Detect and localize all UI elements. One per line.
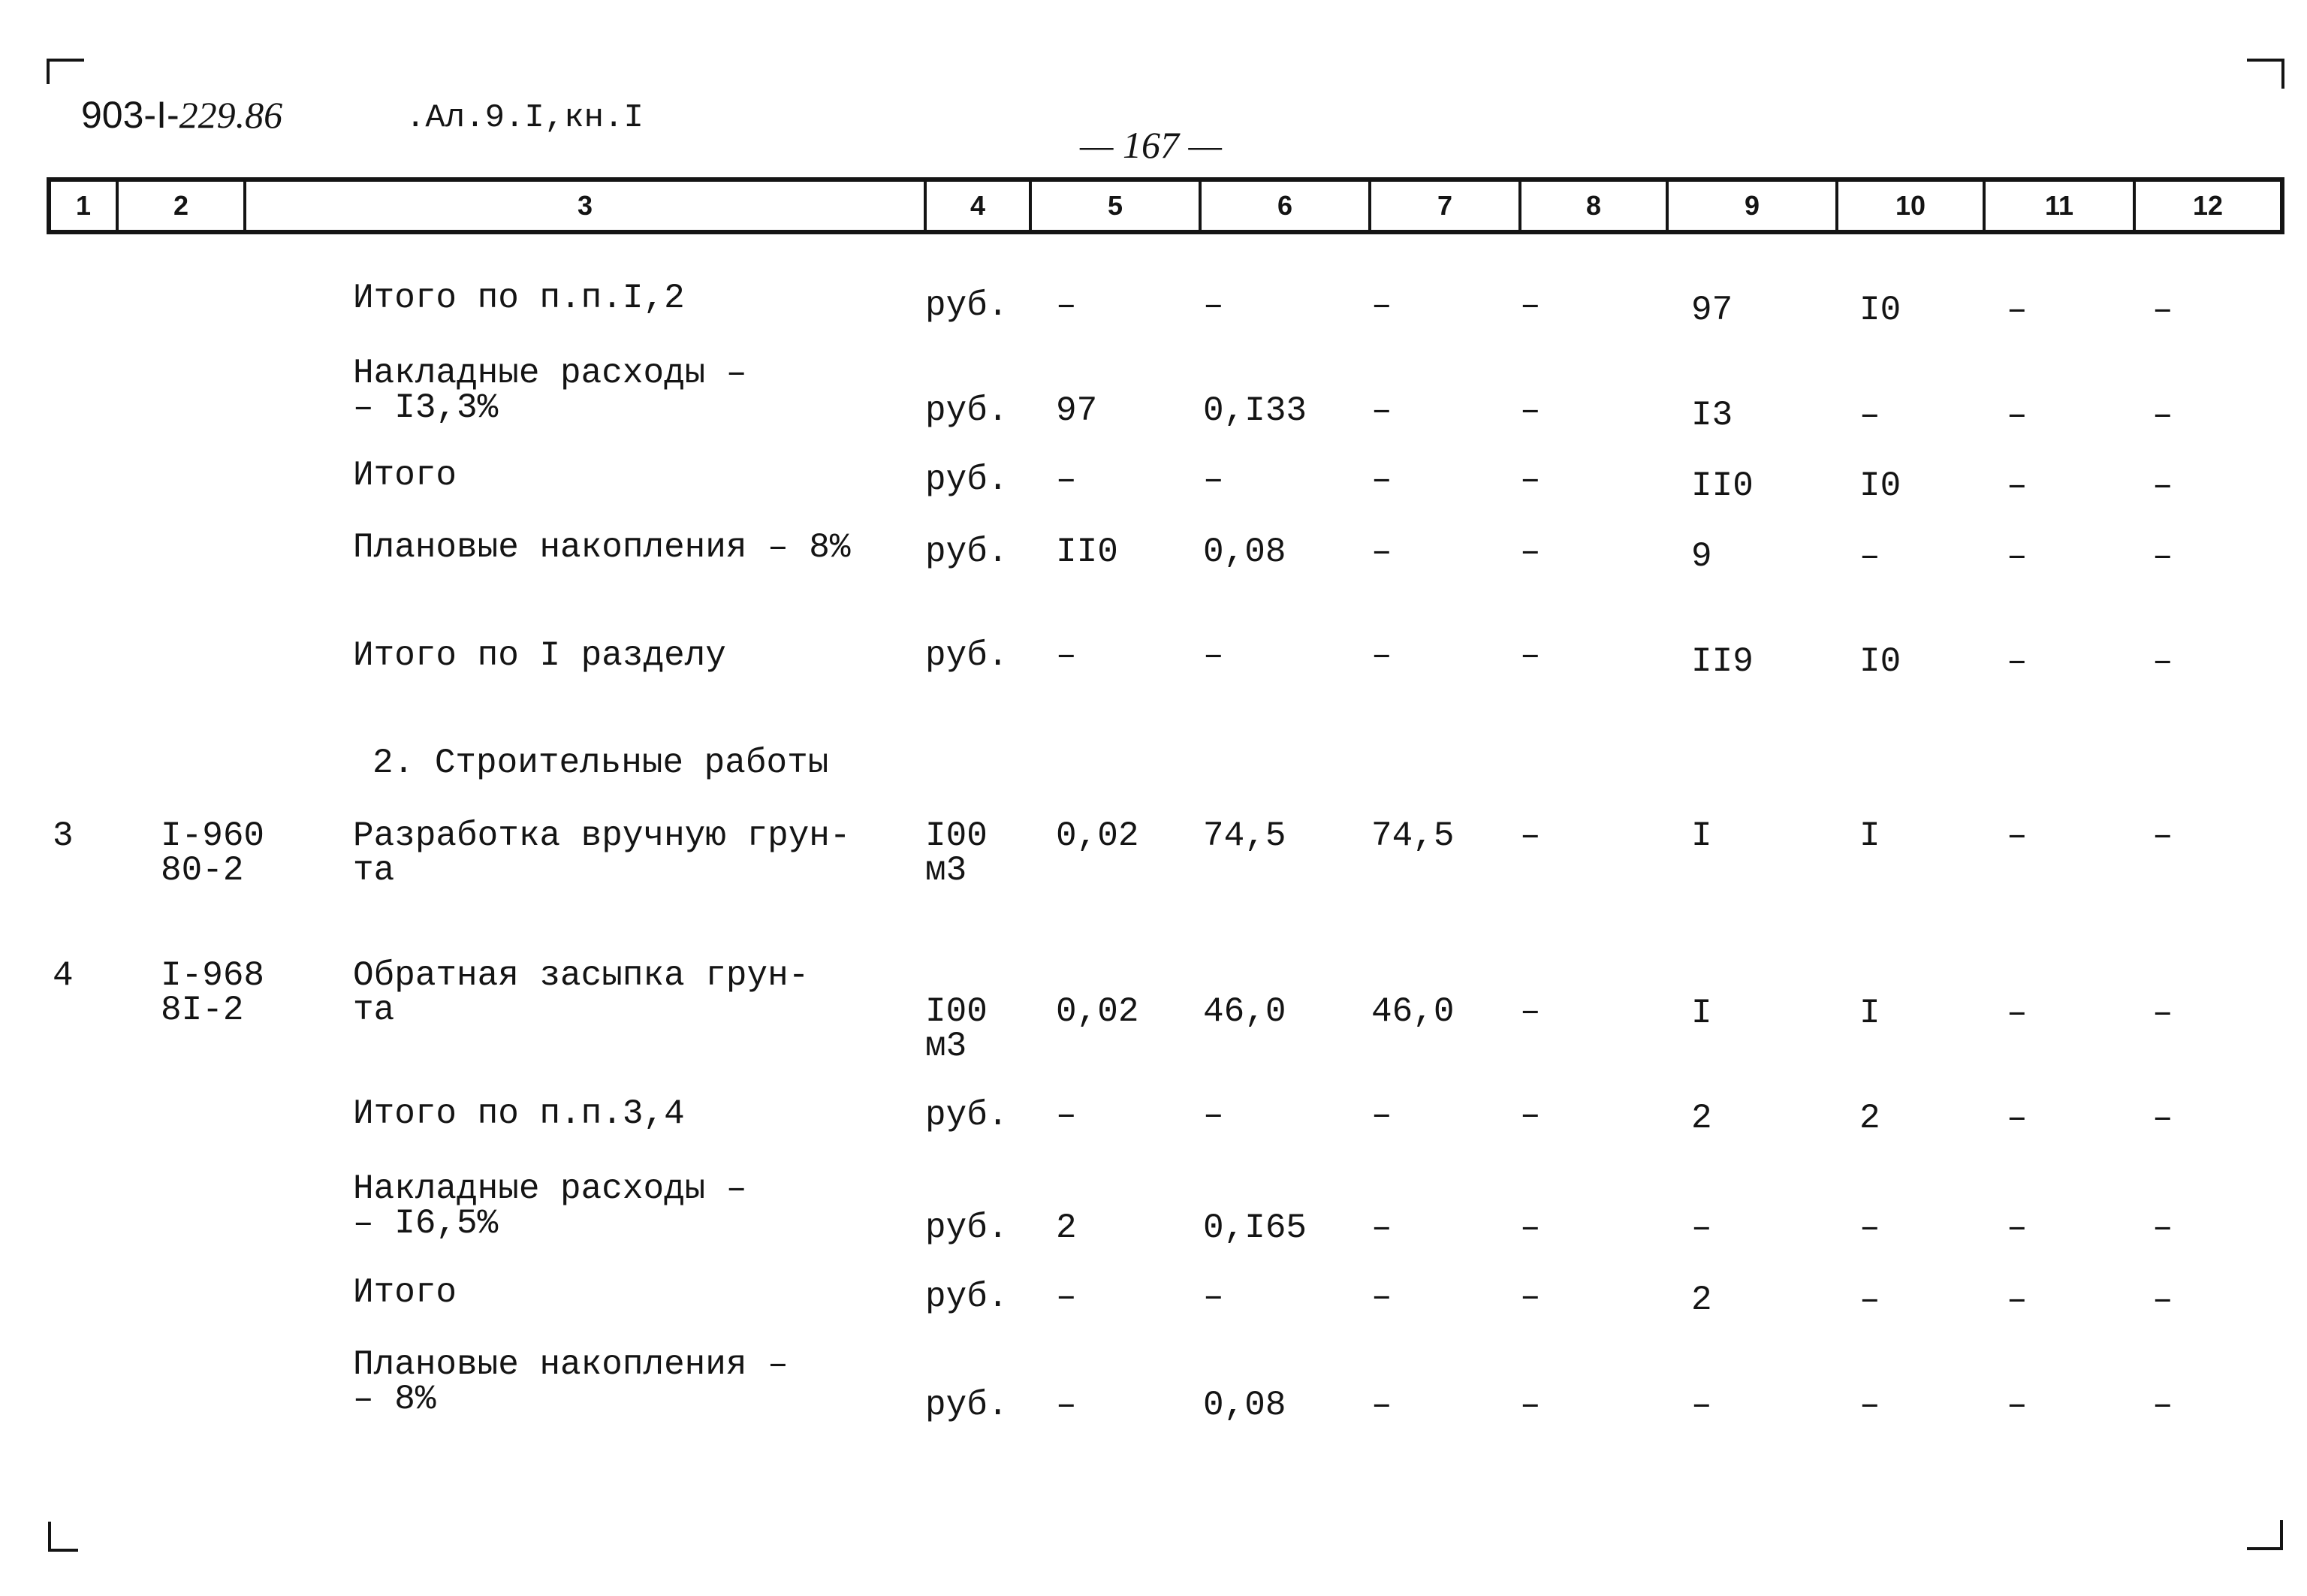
row-col6: 0,08	[1203, 533, 1286, 572]
column-number: 2	[119, 182, 246, 230]
row-col12: –	[2152, 1386, 2173, 1425]
row-col12: –	[2152, 466, 2173, 505]
row-col5: –	[1056, 1386, 1077, 1425]
row-col10: I0	[1859, 642, 1901, 681]
row-col8: –	[1520, 391, 1541, 430]
row-col10: I	[1859, 994, 1880, 1033]
row-col11: –	[2007, 537, 2028, 576]
row-unit: руб.	[925, 533, 1009, 572]
row-col11: –	[2007, 1208, 2028, 1248]
row-unit: руб.	[925, 636, 1009, 675]
row-col12: –	[2152, 396, 2173, 435]
row-col5: –	[1056, 1096, 1077, 1135]
row-col5: –	[1056, 460, 1077, 499]
row-col8: –	[1520, 460, 1541, 499]
row-col6: 46,0	[1203, 992, 1286, 1031]
document-code-prefix: 903-I-	[81, 94, 179, 136]
row-col12: –	[2152, 994, 2173, 1033]
column-number: 10	[1838, 182, 1986, 230]
row-col6: –	[1203, 460, 1224, 499]
row-col8: –	[1520, 1278, 1541, 1317]
column-number: 1	[51, 182, 119, 230]
row-col11: –	[2007, 466, 2028, 505]
row-col7: 74,5	[1371, 816, 1455, 855]
row-unit: руб.	[925, 391, 1009, 430]
row-col10: I0	[1859, 466, 1901, 505]
album-reference: .Ал.9.I,кн.I	[406, 99, 644, 137]
row-col12: –	[2152, 1099, 2173, 1138]
row-unit: руб.	[925, 460, 1009, 499]
row-number: 3	[53, 816, 74, 855]
row-col7: –	[1371, 636, 1392, 675]
row-col9: I	[1691, 816, 1712, 855]
row-description: Плановые накопления – – 8%	[353, 1345, 789, 1419]
row-col6: 0,08	[1203, 1386, 1286, 1425]
row-col10: –	[1859, 1386, 1880, 1425]
row-col11: –	[2007, 1386, 2028, 1425]
row-col11: –	[2007, 642, 2028, 681]
row-description: Разработка вручную грун- та	[353, 816, 851, 890]
row-col9: 9	[1691, 537, 1712, 576]
row-col12: –	[2152, 1281, 2173, 1320]
row-col9: –	[1691, 1386, 1712, 1425]
column-number: 5	[1032, 182, 1202, 230]
row-col8: –	[1520, 1208, 1541, 1248]
corner-mark-top-right	[2247, 59, 2284, 89]
row-col11: –	[2007, 396, 2028, 435]
row-description: Итого по п.п.3,4	[353, 1094, 685, 1133]
row-description: Итого по I разделу	[353, 636, 726, 675]
row-col7: 46,0	[1371, 992, 1455, 1031]
row-col11: –	[2007, 816, 2028, 855]
row-col10: I	[1859, 816, 1880, 855]
row-col7: –	[1371, 1386, 1392, 1425]
column-number: 6	[1202, 182, 1371, 230]
row-col9: I	[1691, 994, 1712, 1033]
row-col10: –	[1859, 537, 1880, 576]
row-col8: –	[1520, 636, 1541, 675]
row-description: Итого по п.п.I,2	[353, 279, 685, 318]
row-col11: –	[2007, 291, 2028, 330]
page-number: — 167 —	[1080, 124, 1222, 166]
row-col10: –	[1859, 1281, 1880, 1320]
document-code	[81, 93, 282, 137]
row-number: 4	[53, 956, 74, 995]
row-col8: –	[1520, 286, 1541, 325]
row-description: Обратная засыпка грун- та	[353, 956, 810, 1030]
column-number: 4	[927, 182, 1032, 230]
column-number: 8	[1521, 182, 1669, 230]
row-col11: –	[2007, 994, 2028, 1033]
row-col11: –	[2007, 1281, 2028, 1320]
section-title: 2. Строительные работы	[372, 744, 829, 783]
row-code: I-960 80-2	[161, 816, 265, 890]
row-col12: –	[2152, 816, 2173, 855]
document-code-handwritten: 229.86	[179, 94, 283, 136]
corner-mark-bottom-left	[48, 1522, 78, 1552]
row-col9: 2	[1691, 1281, 1712, 1320]
column-number: 9	[1669, 182, 1838, 230]
row-col12: –	[2152, 291, 2173, 330]
row-col8: –	[1520, 816, 1541, 855]
row-col10: –	[1859, 1208, 1880, 1248]
row-col7: –	[1371, 286, 1392, 325]
row-code: I-968 8I-2	[161, 956, 265, 1030]
row-unit: I00 м3	[925, 992, 988, 1066]
row-unit: руб.	[925, 286, 1009, 325]
row-unit: I00 м3	[925, 816, 988, 890]
row-col5: –	[1056, 286, 1077, 325]
row-col7: –	[1371, 391, 1392, 430]
row-col7: –	[1371, 533, 1392, 572]
row-col6: 74,5	[1203, 816, 1286, 855]
row-col10: I0	[1859, 291, 1901, 330]
row-col6: –	[1203, 636, 1224, 675]
row-col8: –	[1520, 533, 1541, 572]
row-unit: руб.	[925, 1278, 1009, 1317]
corner-mark-bottom-right	[2247, 1520, 2283, 1550]
row-col7: –	[1371, 460, 1392, 499]
row-col9: –	[1691, 1208, 1712, 1248]
column-number-header	[47, 177, 2284, 234]
row-col5: II0	[1056, 533, 1118, 572]
row-col9: 2	[1691, 1099, 1712, 1138]
row-description: Итого	[353, 1273, 457, 1312]
row-col8: –	[1520, 1096, 1541, 1135]
row-col5: 97	[1056, 391, 1098, 430]
row-unit: руб.	[925, 1386, 1009, 1425]
row-col7: –	[1371, 1278, 1392, 1317]
row-col6: –	[1203, 1096, 1224, 1135]
row-col9: II0	[1691, 466, 1754, 505]
row-col8: –	[1520, 1386, 1541, 1425]
column-number: 3	[246, 182, 927, 230]
row-col12: –	[2152, 537, 2173, 576]
row-col6: –	[1203, 286, 1224, 325]
row-col9: 97	[1691, 291, 1733, 330]
corner-mark-top-left	[47, 59, 84, 84]
row-unit: руб.	[925, 1096, 1009, 1135]
row-description: Накладные расходы – – I3,3%	[353, 354, 747, 427]
row-col9: I3	[1691, 396, 1733, 435]
row-col6: 0,I65	[1203, 1208, 1307, 1248]
column-number: 12	[2192, 190, 2224, 221]
row-col5: 0,02	[1056, 992, 1139, 1031]
row-col10: 2	[1859, 1099, 1880, 1138]
row-col7: –	[1371, 1096, 1392, 1135]
row-col9: II9	[1691, 642, 1754, 681]
column-number: 7	[1371, 182, 1521, 230]
row-col5: 2	[1056, 1208, 1077, 1248]
row-col5: 0,02	[1056, 816, 1139, 855]
row-col11: –	[2007, 1099, 2028, 1138]
row-col6: –	[1203, 1278, 1224, 1317]
row-description: Итого	[353, 456, 457, 495]
row-col7: –	[1371, 1208, 1392, 1248]
row-col5: –	[1056, 1278, 1077, 1317]
row-col10: –	[1859, 396, 1880, 435]
row-description: Накладные расходы – – I6,5%	[353, 1169, 747, 1243]
row-description: Плановые накопления – 8%	[353, 528, 851, 567]
row-col8: –	[1520, 992, 1541, 1031]
row-col6: 0,I33	[1203, 391, 1307, 430]
column-number: 11	[1986, 182, 2136, 230]
row-col12: –	[2152, 1208, 2173, 1248]
row-unit: руб.	[925, 1208, 1009, 1248]
row-col12: –	[2152, 642, 2173, 681]
row-col5: –	[1056, 636, 1077, 675]
